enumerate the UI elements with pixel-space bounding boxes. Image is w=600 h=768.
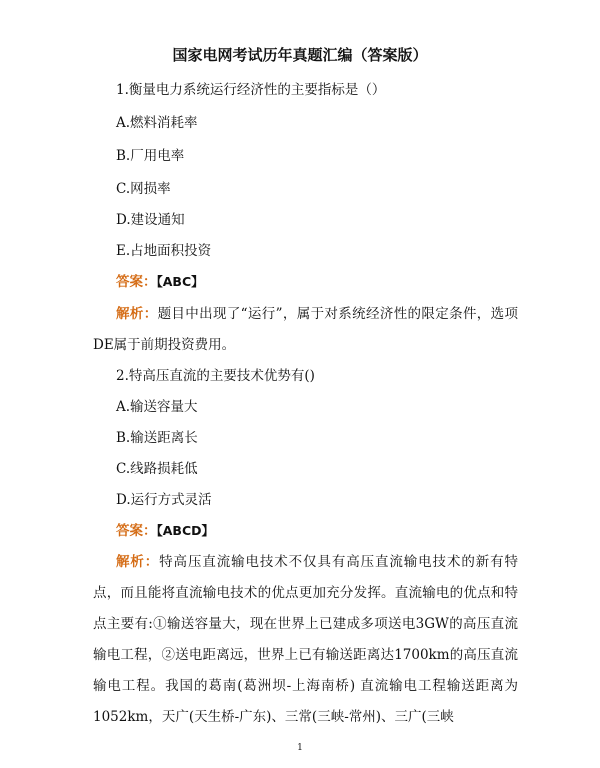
analysis-text: 特高压直流输电技术不仅具有高压直流输电技术的新有特点，而且能将直流输电技术的优点更加充分发挥。直流输电的优点和特点主要有:①输送容量大，现在世界上已建成多项送电3GW的高压直流输电工程，②送电距离远，世界上已有输送距离达1700km的高压直流输电工程。我国的葛南(葛洲坝-上海南桥) 直流输电工程输送距离为1052km，天广(天生桥-广东)、三常(三峡-常州)、三广(三峡 [93, 554, 519, 725]
answer-value: 【ABC】 [156, 274, 204, 289]
question-2-analysis [93, 547, 518, 733]
answer-label: 答案： [116, 523, 157, 539]
question-1-option-c: C.网损率 [116, 181, 171, 197]
question-1-option-a: A.燃料消耗率 [116, 115, 198, 131]
answer-value: 【ABCD】 [156, 523, 215, 538]
analysis-text: 题目中出现了“运行”，属于对系统经济性的限定条件，选项DE属于前期投资费用。 [93, 306, 518, 353]
question-2-option-c: C.线路损耗低 [116, 461, 198, 477]
analysis-label: 解析： [116, 306, 158, 322]
question-1-answer [116, 272, 204, 292]
question-1-option-d: D.建设通知 [116, 212, 185, 228]
question-1-stem: 1.衡量电力系统运行经济性的主要指标是（） [116, 82, 386, 98]
question-2-option-d: D.运行方式灵活 [116, 492, 212, 508]
question-1-analysis [93, 299, 518, 361]
question-2-option-b: B.输送距离长 [116, 430, 198, 446]
question-1-option-e: E.占地面积投资 [116, 243, 212, 259]
analysis-label: 解析： [116, 554, 160, 570]
question-2-option-a: A.输送容量大 [116, 399, 198, 415]
page-number: 1 [297, 743, 303, 753]
document-title: 国家电网考试历年真题汇编（答案版） [172, 46, 428, 64]
answer-label: 答案： [116, 274, 157, 290]
question-1-option-b: B.厂用电率 [116, 148, 185, 164]
question-2-answer [116, 521, 214, 541]
question-2-stem: 2.特高压直流的主要技术优势有() [116, 368, 315, 384]
